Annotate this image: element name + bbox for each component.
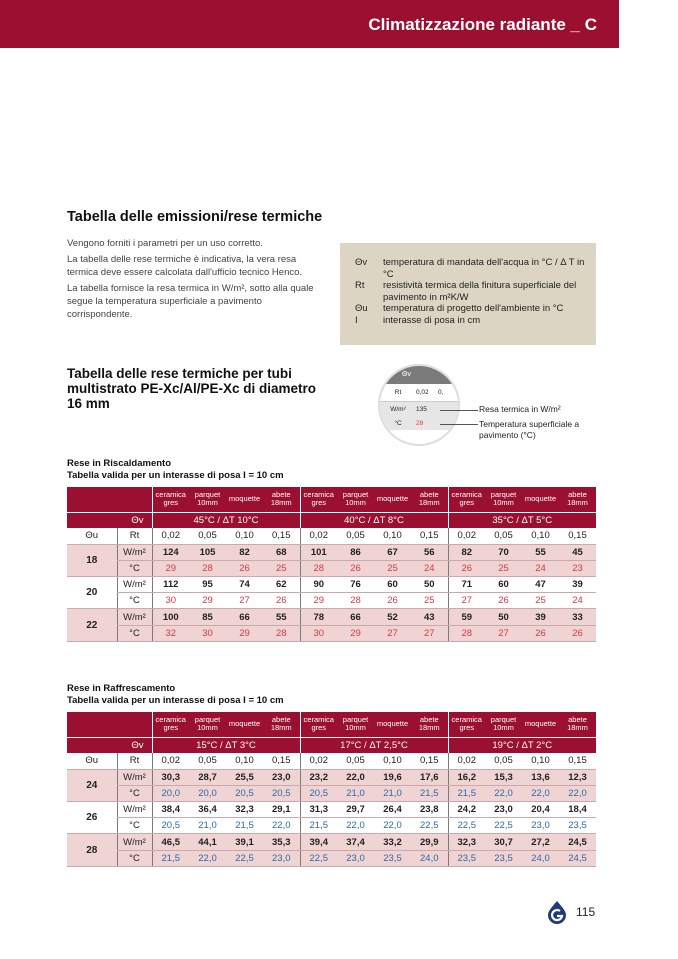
output-value: 24,2 — [448, 802, 485, 818]
rt-value: 0,15 — [263, 753, 300, 769]
legend-box — [340, 243, 596, 345]
output-value: 23,0 — [485, 802, 522, 818]
unit-label: W/m² — [117, 769, 152, 785]
surface-temp-value: 21,5 — [226, 818, 263, 834]
rt-value: 0,15 — [411, 753, 448, 769]
legend-key: Θu — [355, 303, 368, 314]
column-header: ceramica gres — [448, 712, 485, 737]
surface-temp-value: 21,5 — [300, 818, 337, 834]
header-row — [67, 712, 596, 737]
unit-label: W/m² — [117, 834, 152, 850]
column-header: ceramica gres — [448, 487, 485, 512]
column-header: moquette — [522, 712, 559, 737]
output-value: 32,3 — [448, 834, 485, 850]
surface-temp-value: 26 — [559, 625, 596, 641]
surface-temp-value: 20,5 — [152, 818, 189, 834]
output-value: 46,5 — [152, 834, 189, 850]
surface-temp-value: 22,5 — [411, 818, 448, 834]
leader-line — [440, 410, 478, 411]
rt-value: 0,05 — [485, 528, 522, 544]
example-label-c: Temperatura superficiale a pavimento (°C) — [479, 419, 580, 440]
unit-label: °C — [117, 850, 152, 866]
output-value: 35,3 — [263, 834, 300, 850]
rt-label: Rt — [117, 528, 152, 544]
output-value: 19,6 — [374, 769, 411, 785]
unit-label: °C — [117, 625, 152, 641]
leader-line — [440, 424, 478, 425]
unit-label: W/m² — [117, 544, 152, 560]
header-title: Climatizzazione radiante _ C — [368, 15, 597, 34]
output-row — [67, 544, 596, 560]
surface-temp-value: 20,5 — [226, 785, 263, 801]
output-value: 105 — [189, 544, 226, 560]
example-theta-v: Θv — [380, 366, 458, 384]
rt-value: 0,05 — [337, 753, 374, 769]
supply-temp-row — [67, 737, 596, 753]
surface-temp-value: 23,5 — [559, 818, 596, 834]
room-temp: 18 — [67, 544, 117, 576]
output-value: 23,8 — [411, 802, 448, 818]
surface-temp-value: 28 — [448, 625, 485, 641]
heating-subtitle: Tabella valida per un interasse di posa I = 10 cm — [67, 470, 284, 481]
output-value: 17,6 — [411, 769, 448, 785]
surface-temp-value: 27 — [485, 625, 522, 641]
column-header: abete 18mm — [263, 712, 300, 737]
surface-temp-value: 22,0 — [374, 818, 411, 834]
surface-temp-value: 30 — [152, 593, 189, 609]
surface-temp-value: 32 — [152, 625, 189, 641]
output-value: 43 — [411, 609, 448, 625]
surface-temp-value: 23,0 — [263, 850, 300, 866]
surface-temp-value: 21,0 — [189, 818, 226, 834]
output-value: 24,5 — [559, 834, 596, 850]
surface-temp-value: 28 — [189, 560, 226, 576]
surface-temp-value: 29 — [300, 593, 337, 609]
example-magnifier — [378, 364, 460, 446]
rt-value: 0,10 — [226, 528, 263, 544]
heating-table — [67, 487, 596, 642]
output-value: 39,1 — [226, 834, 263, 850]
legend-row — [355, 303, 586, 315]
surface-temp-value: 25 — [411, 593, 448, 609]
output-value: 22,0 — [337, 769, 374, 785]
surface-temp-value: 26 — [226, 560, 263, 576]
output-value: 78 — [300, 609, 337, 625]
intro-text — [67, 237, 327, 324]
blank-cell — [67, 487, 152, 512]
blank-cell — [67, 712, 152, 737]
legend-row — [355, 315, 586, 327]
legend-row — [355, 280, 586, 303]
header-row — [67, 487, 596, 512]
rt-value: 0,15 — [559, 753, 596, 769]
unit-label: °C — [117, 593, 152, 609]
output-value: 90 — [300, 577, 337, 593]
surface-temp-value: 26 — [263, 593, 300, 609]
supply-temp-group: 45°C / ΔT 10°C — [152, 512, 300, 528]
output-row — [67, 577, 596, 593]
rt-label: Rt — [117, 753, 152, 769]
surface-temp-value: 22,5 — [485, 818, 522, 834]
theta-u-label: Θu — [67, 753, 117, 769]
rt-value: 0,10 — [522, 753, 559, 769]
surface-temp-value: 28 — [300, 560, 337, 576]
cooling-subtitle: Tabella valida per un interasse di posa I = 10 cm — [67, 695, 284, 706]
output-value: 37,4 — [337, 834, 374, 850]
surface-temp-row — [67, 785, 596, 801]
output-value: 20,4 — [522, 802, 559, 818]
surface-temp-value: 25 — [522, 593, 559, 609]
output-value: 29,1 — [263, 802, 300, 818]
surface-temp-value: 29 — [189, 593, 226, 609]
legend-value: resistività termica della finitura superficiale del pavimento in m²K/W — [383, 280, 577, 303]
output-value: 12,3 — [559, 769, 596, 785]
output-value: 124 — [152, 544, 189, 560]
column-header: abete 18mm — [559, 712, 596, 737]
surface-temp-value: 26 — [522, 625, 559, 641]
output-value: 18,4 — [559, 802, 596, 818]
output-value: 32,3 — [226, 802, 263, 818]
supply-temp-row — [67, 512, 596, 528]
surface-temp-value: 27 — [374, 625, 411, 641]
output-value: 112 — [152, 577, 189, 593]
output-value: 23,0 — [263, 769, 300, 785]
surface-temp-value: 29 — [226, 625, 263, 641]
surface-temp-value: 25 — [263, 560, 300, 576]
surface-temp-value: 24,0 — [411, 850, 448, 866]
example-w-val: 135 — [416, 405, 427, 413]
legend-value: temperatura di mandata dell'acqua in °C / Δ T in °C — [383, 257, 585, 280]
output-value: 33 — [559, 609, 596, 625]
legend-key: Θv — [355, 257, 368, 268]
output-value: 16,2 — [448, 769, 485, 785]
output-value: 60 — [485, 577, 522, 593]
surface-temp-value: 21,0 — [337, 785, 374, 801]
legend-key: Rt — [355, 280, 365, 291]
page-number: 115 — [576, 905, 596, 919]
surface-temp-value: 29 — [152, 560, 189, 576]
surface-temp-value: 21,5 — [411, 785, 448, 801]
surface-temp-value: 21,5 — [152, 850, 189, 866]
heating-title: Rese in Riscaldamento — [67, 458, 172, 469]
cooling-title: Rese in Raffrescamento — [67, 683, 176, 694]
column-header: ceramica gres — [152, 712, 189, 737]
output-value: 39 — [559, 577, 596, 593]
output-value: 68 — [263, 544, 300, 560]
rt-value: 0,02 — [152, 753, 189, 769]
surface-temp-value: 30 — [189, 625, 226, 641]
surface-temp-value: 28 — [263, 625, 300, 641]
surface-temp-value: 27 — [411, 625, 448, 641]
header-bar — [0, 0, 619, 48]
rt-value: 0,15 — [411, 528, 448, 544]
output-row — [67, 802, 596, 818]
legend-value: interasse di posa in cm — [383, 314, 481, 326]
surface-temp-value: 24,5 — [559, 850, 596, 866]
output-value: 30,7 — [485, 834, 522, 850]
output-value: 59 — [448, 609, 485, 625]
output-value: 23,2 — [300, 769, 337, 785]
table-subtitle: Tabella delle rese termiche per tubi multistrato PE-Xc/Al/PE-Xc di diametro 16 mm — [67, 366, 317, 411]
output-value: 50 — [485, 609, 522, 625]
rt-value: 0,02 — [448, 528, 485, 544]
surface-temp-value: 30 — [300, 625, 337, 641]
unit-label: °C — [117, 560, 152, 576]
room-temp: 22 — [67, 609, 117, 641]
surface-temp-value: 24 — [411, 560, 448, 576]
unit-label: W/m² — [117, 609, 152, 625]
rt-value: 0,15 — [559, 528, 596, 544]
room-temp: 28 — [67, 834, 117, 866]
output-value: 47 — [522, 577, 559, 593]
output-value: 85 — [189, 609, 226, 625]
rt-value: 0,10 — [374, 528, 411, 544]
supply-temp-group: 17°C / ΔT 2,5°C — [300, 737, 448, 753]
legend-row — [355, 257, 586, 280]
surface-temp-value: 23,0 — [522, 818, 559, 834]
rt-value: 0,10 — [226, 753, 263, 769]
surface-temp-value: 27 — [448, 593, 485, 609]
output-value: 25,5 — [226, 769, 263, 785]
surface-temp-value: 22,0 — [263, 818, 300, 834]
output-value: 55 — [263, 609, 300, 625]
surface-temp-value: 28 — [337, 593, 374, 609]
output-value: 28,7 — [189, 769, 226, 785]
output-value: 13,6 — [522, 769, 559, 785]
column-header: abete 18mm — [263, 487, 300, 512]
henco-logo-icon — [546, 900, 568, 924]
cooling-table — [67, 712, 596, 867]
output-row — [67, 609, 596, 625]
rt-value: 0,02 — [300, 528, 337, 544]
output-value: 31,3 — [300, 802, 337, 818]
theta-v-label: Θv — [67, 512, 152, 528]
surface-temp-value: 21,5 — [448, 785, 485, 801]
output-value: 30,3 — [152, 769, 189, 785]
column-header: parquet 10mm — [485, 712, 522, 737]
column-header: moquette — [374, 712, 411, 737]
rt-value: 0,05 — [485, 753, 522, 769]
surface-temp-row — [67, 593, 596, 609]
rt-value: 0,15 — [263, 528, 300, 544]
legend-value: temperatura di progetto dell'ambiente in °C — [383, 303, 564, 314]
output-value: 52 — [374, 609, 411, 625]
surface-temp-value: 22,0 — [559, 785, 596, 801]
intro-paragraph: La tabella delle rese termiche è indicativa, la vera resa termica deve essere calcolata dall'ufficio tecnico Henco. — [67, 254, 303, 278]
example-rt: Rt — [394, 389, 402, 396]
example-c: °C — [394, 419, 402, 427]
output-row — [67, 834, 596, 850]
legend-key: I — [355, 314, 358, 326]
output-value: 55 — [522, 544, 559, 560]
rt-value: 0,10 — [522, 528, 559, 544]
surface-temp-row — [67, 625, 596, 641]
surface-temp-value: 27 — [226, 593, 263, 609]
column-header: parquet 10mm — [337, 712, 374, 737]
column-header: ceramica gres — [152, 487, 189, 512]
surface-temp-value: 26 — [485, 593, 522, 609]
column-header: parquet 10mm — [189, 712, 226, 737]
surface-temp-value: 22,0 — [522, 785, 559, 801]
surface-temp-row — [67, 560, 596, 576]
surface-temp-value: 20,0 — [152, 785, 189, 801]
rt-row — [67, 753, 596, 769]
rt-value: 0,02 — [300, 753, 337, 769]
column-header: moquette — [226, 487, 263, 512]
output-value: 29,9 — [411, 834, 448, 850]
surface-temp-value: 24 — [559, 593, 596, 609]
unit-label: °C — [117, 818, 152, 834]
column-header: abete 18mm — [559, 487, 596, 512]
output-value: 50 — [411, 577, 448, 593]
surface-temp-value: 25 — [374, 560, 411, 576]
rt-row — [67, 528, 596, 544]
surface-temp-row — [67, 818, 596, 834]
column-header: abete 18mm — [411, 487, 448, 512]
output-value: 74 — [226, 577, 263, 593]
column-header: parquet 10mm — [485, 487, 522, 512]
surface-temp-value: 22,5 — [300, 850, 337, 866]
unit-label: W/m² — [117, 802, 152, 818]
output-value: 66 — [226, 609, 263, 625]
output-value: 76 — [337, 577, 374, 593]
output-value: 86 — [337, 544, 374, 560]
surface-temp-value: 26 — [374, 593, 411, 609]
output-value: 71 — [448, 577, 485, 593]
surface-temp-value: 25 — [485, 560, 522, 576]
surface-temp-value: 23,5 — [374, 850, 411, 866]
supply-temp-group: 40°C / ΔT 8°C — [300, 512, 448, 528]
surface-temp-value: 22,5 — [448, 818, 485, 834]
output-value: 15,3 — [485, 769, 522, 785]
rt-value: 0,10 — [374, 753, 411, 769]
surface-temp-value: 22,0 — [189, 850, 226, 866]
supply-temp-group: 19°C / ΔT 2°C — [448, 737, 596, 753]
surface-temp-row — [67, 850, 596, 866]
example-c-val: 28 — [416, 419, 424, 427]
column-header: ceramica gres — [300, 487, 337, 512]
rt-value: 0,05 — [189, 528, 226, 544]
intro-paragraph: La tabella fornisce la resa termica in W/m², sotto alla quale segue la temperatura superficiale a pavimento corrispondente. — [67, 283, 314, 320]
surface-temp-value: 20,5 — [263, 785, 300, 801]
surface-temp-value: 21,0 — [374, 785, 411, 801]
output-value: 39,4 — [300, 834, 337, 850]
column-header: parquet 10mm — [189, 487, 226, 512]
surface-temp-value: 22,0 — [485, 785, 522, 801]
section-title: Tabella delle emissioni/rese termiche — [67, 209, 323, 225]
supply-temp-group: 15°C / ΔT 3°C — [152, 737, 300, 753]
output-value: 56 — [411, 544, 448, 560]
surface-temp-value: 23,0 — [337, 850, 374, 866]
output-value: 39 — [522, 609, 559, 625]
output-value: 62 — [263, 577, 300, 593]
surface-temp-value: 23,5 — [485, 850, 522, 866]
example-rt-val: 0,02 — [416, 389, 429, 396]
output-value: 29,7 — [337, 802, 374, 818]
output-value: 66 — [337, 609, 374, 625]
output-value: 101 — [300, 544, 337, 560]
output-value: 82 — [226, 544, 263, 560]
surface-temp-value: 24 — [522, 560, 559, 576]
unit-label: W/m² — [117, 577, 152, 593]
output-value: 95 — [189, 577, 226, 593]
output-value: 33,2 — [374, 834, 411, 850]
supply-temp-group: 35°C / ΔT 5°C — [448, 512, 596, 528]
column-header: moquette — [522, 487, 559, 512]
surface-temp-value: 26 — [448, 560, 485, 576]
column-header: parquet 10mm — [337, 487, 374, 512]
surface-temp-value: 29 — [337, 625, 374, 641]
surface-temp-value: 20,0 — [189, 785, 226, 801]
rt-value: 0,05 — [337, 528, 374, 544]
output-value: 67 — [374, 544, 411, 560]
theta-v-label: Θv — [67, 737, 152, 753]
room-temp: 24 — [67, 769, 117, 801]
rt-value: 0,05 — [189, 753, 226, 769]
output-value: 36,4 — [189, 802, 226, 818]
column-header: abete 18mm — [411, 712, 448, 737]
output-row — [67, 769, 596, 785]
rt-value: 0,02 — [448, 753, 485, 769]
example-label-w: Resa termica in W/m² — [479, 404, 561, 414]
surface-temp-value: 22,5 — [226, 850, 263, 866]
surface-temp-value: 23 — [559, 560, 596, 576]
intro-paragraph: Vengono forniti i parametri per un uso corretto. — [67, 238, 263, 249]
output-value: 26,4 — [374, 802, 411, 818]
surface-temp-value: 24,0 — [522, 850, 559, 866]
surface-temp-value: 20,5 — [300, 785, 337, 801]
example-rt-val2: 0, — [438, 389, 444, 396]
output-value: 45 — [559, 544, 596, 560]
output-value: 60 — [374, 577, 411, 593]
example-w: W/m² — [390, 405, 406, 413]
theta-u-label: Θu — [67, 528, 117, 544]
output-value: 27,2 — [522, 834, 559, 850]
output-value: 100 — [152, 609, 189, 625]
surface-temp-value: 22,0 — [337, 818, 374, 834]
room-temp: 26 — [67, 802, 117, 834]
column-header: moquette — [226, 712, 263, 737]
column-header: ceramica gres — [300, 712, 337, 737]
output-value: 44,1 — [189, 834, 226, 850]
output-value: 70 — [485, 544, 522, 560]
rt-value: 0,02 — [152, 528, 189, 544]
surface-temp-value: 23,5 — [448, 850, 485, 866]
column-header: moquette — [374, 487, 411, 512]
surface-temp-value: 26 — [337, 560, 374, 576]
output-value: 82 — [448, 544, 485, 560]
output-value: 38,4 — [152, 802, 189, 818]
unit-label: °C — [117, 785, 152, 801]
room-temp: 20 — [67, 577, 117, 609]
